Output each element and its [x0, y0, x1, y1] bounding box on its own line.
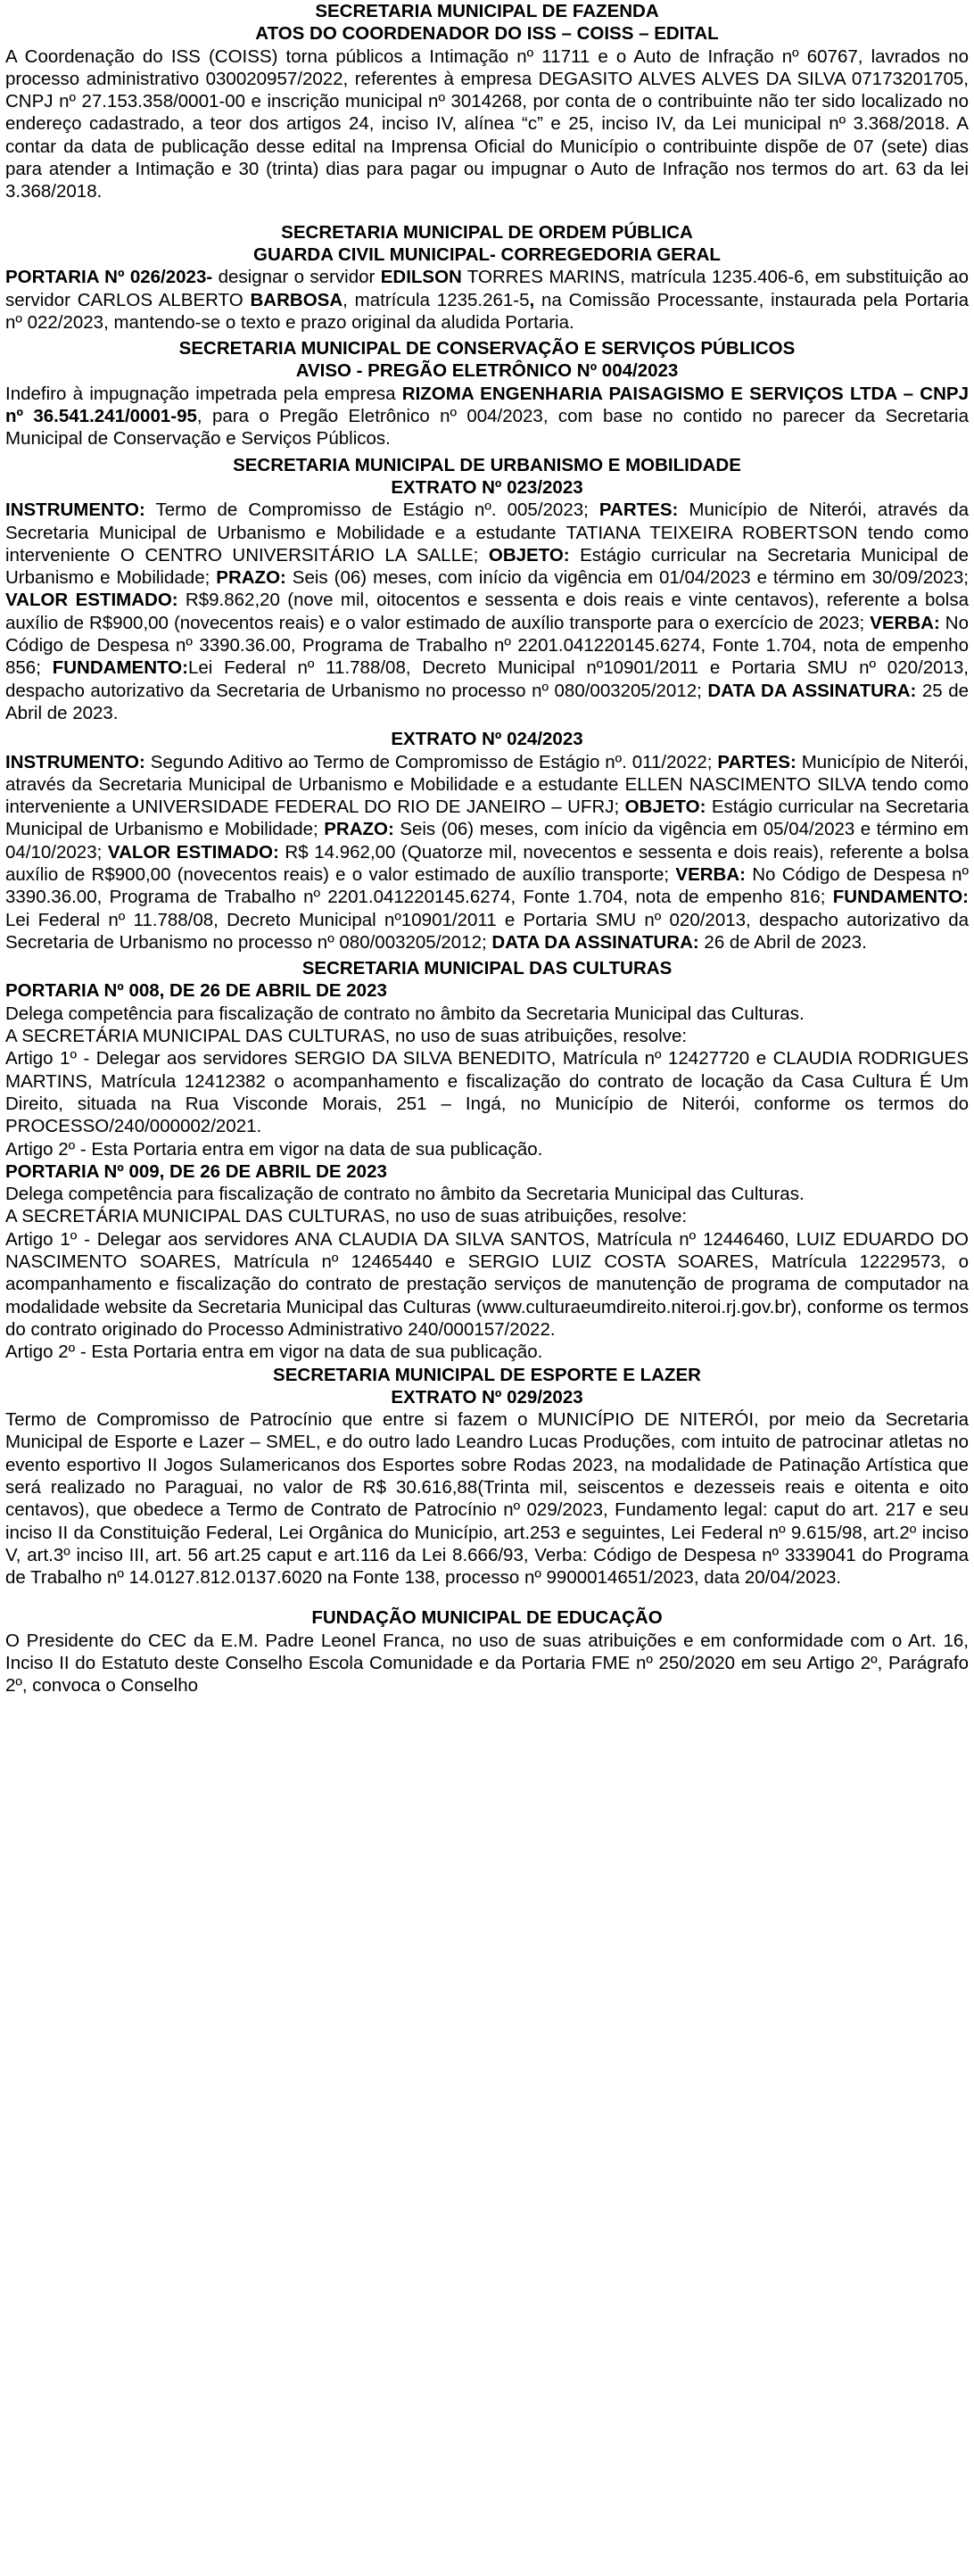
bold-text-run: INSTRUMENTO:	[5, 500, 145, 521]
text-run: No Código de Despesa nº 3390.36.00, Programa de Trabalho nº 2201.041220145.6274, Fonte 1.704, nota de empenho 816;	[5, 863, 970, 908]
text-run: A SECRETÁRIA MUNICIPAL DAS CULTURAS, no uso de suas atribuições, resolve:	[5, 1206, 688, 1227]
text-run: 25 de Abril de 2023.	[5, 680, 970, 723]
text-run: Delega competência para fiscalização de contrato no âmbito da Secretaria Municipal das Culturas.	[5, 1184, 805, 1205]
text-run: Município de Niterói, através da Secretaria Municipal de Urbanismo e Mobilidade e a estudante TATIANA TEIXEIRA ROBERTSON tendo como interveniente O CENTRO UNIVERSITÁRIO LA SALLE;	[5, 500, 969, 566]
bold-text-run: PRAZO:	[324, 819, 394, 840]
cec-paragraph	[5, 1630, 969, 1697]
extrato-023-heading: EXTRATO Nº 023/2023	[391, 476, 583, 498]
text-run: Termo de Compromisso de Estágio nº. 005/2023;	[144, 500, 599, 521]
portaria-026-paragraph	[5, 266, 969, 334]
portaria-009-artigo-1	[5, 1228, 969, 1341]
text-run: Artigo 1º - Delegar aos servidores SERGIO DA SILVA BENEDITO, Matrícula nº 12427720 e CLAUDIA RODRIGUES MARTINS, Matrícula 12412382 o acompanhamento e fiscalização do contrato de locação da Casa Cultura É Um Direito, situada na Rua Visconde Morais, 251 – Ingá, no Município de Niterói, conforme os termos do PROCESSO/240/000002/2021.	[5, 1048, 969, 1137]
extrato-023-paragraph	[5, 499, 969, 724]
text-run: Termo de Compromisso de Patrocínio que entre si fazem o MUNICÍPIO DE NITERÓI, por meio da Secretaria Municipal de Esporte e Lazer – SMEL, e do outro lado Leandro Lucas Produções, com intuito de patrocinar atletas no evento esportivo II Jogos Sulamericanos dos Esportes sobre Rodas 2023, na modalidade de Patinação Artística que será realizado no Paraguai, no valor de R$ 30.616,88(Trinta mil, seiscentos e dezesseis reais e oitenta e oito centavos), que obedece a Termo de Contrato de Patrocínio nº 029/2023, Fundamento legal: caput do art. 217 e seu inciso II da Constituição Federal, Lei Orgânica do Município, art.253 e seguintes, Lei Federal nº 9.615/98, art.2º inciso V, art.3º inciso III, art. 56 art.25 caput e art.116 da Lei 8.666/93, Verba: Código de Despesa nº 3339041 do Programa de Trabalho nº 14.0127.812.0137.6020 na Fonte 138, processo nº 9900014651/2023, data 20/04/2023.	[5, 1409, 969, 1589]
portaria-009-artigo-2	[5, 1341, 969, 1363]
text-run: Delega competência para fiscalização de contrato no âmbito da Secretaria Municipal das Culturas.	[5, 1003, 805, 1024]
text-run: designar o servidor	[212, 267, 381, 288]
text-run: , para o Pregão Eletrônico nº 004/2023, com base no contido no parecer da Secretaria Municipal de Conservação e Serviços Públicos.	[5, 406, 969, 450]
esporte-lazer-heading: SECRETARIA MUNICIPAL DE ESPORTE E LAZER	[273, 1364, 701, 1385]
extrato-024-paragraph	[5, 751, 969, 954]
bold-text-run: DATA DA ASSINATURA:	[491, 931, 699, 953]
text-run: Artigo 2º - Esta Portaria entra em vigor na data de sua publicação.	[5, 1342, 543, 1363]
bold-text-run: BARBOSA	[250, 289, 343, 310]
bold-text-run: VALOR ESTIMADO:	[5, 590, 178, 611]
secretaria-fazenda-heading: SECRETARIA MUNICIPAL DE FAZENDA	[315, 1, 659, 21]
bold-text-run: FUNDAMENTO:	[52, 657, 188, 679]
pregao-indeferimento-paragraph	[5, 383, 969, 450]
text-run: , matrícula 1235.261-5	[343, 289, 530, 310]
bold-text-run: VERBA:	[675, 863, 746, 885]
portaria-008-ementa	[5, 1003, 969, 1025]
bold-text-run: PARTES:	[717, 751, 797, 772]
bold-text-run: PRAZO:	[216, 567, 286, 589]
spacer	[5, 203, 969, 221]
bold-text-run: EDILSON	[380, 267, 462, 288]
portaria-009-title	[5, 1160, 969, 1183]
text-run: A SECRETÁRIA MUNICIPAL DAS CULTURAS, no uso de suas atribuições, resolve:	[5, 1026, 688, 1047]
bold-text-run: ,	[529, 289, 535, 310]
extrato-024-heading: EXTRATO Nº 024/2023	[391, 729, 583, 750]
text-run: Artigo 1º - Delegar aos servidores ANA CLAUDIA DA SILVA SANTOS, Matrícula nº 12446460, LUIZ EDUARDO DO NASCIMENTO SOARES, Matrícula nº 12465440 e SERGIO LUIZ COSTA SOARES, Matrícula 12229573, o acompanhamento e fiscalização do contrato de prestação serviços de manutenção de programa de computador na modalidade website da Secretaria Municipal das Culturas (www.culturaeumdireito.niteroi.rj.gov.br), conforme os termos do contrato originado do Processo Administrativo 240/000157/2022.	[5, 1228, 969, 1340]
fme-heading: FUNDAÇÃO MUNICIPAL DE EDUCAÇÃO	[311, 1607, 663, 1629]
coiss-edital-paragraph	[5, 45, 969, 203]
text-run: R$ 14.962,00 (Quatorze mil, novecentos e sessenta e dois reais), referente a bolsa auxílio de R$900,00 (novecentos reais) e o valor estimado de auxílio transporte;	[5, 841, 969, 885]
text-run: Estágio curricular na Secretaria Municipal de Urbanismo e Mobilidade;	[5, 797, 970, 840]
portaria-008-artigo-1	[5, 1047, 969, 1137]
urbanismo-heading: SECRETARIA MUNICIPAL DE URBANISMO E MOBILIDADE	[233, 454, 741, 475]
text-run: Seis (06) meses, com início da vigência em 01/04/2023 e término em 30/09/2023;	[285, 567, 969, 589]
portaria-009-ementa	[5, 1183, 969, 1205]
text-run: Estágio curricular na Secretaria Municipal de Urbanismo e Mobilidade;	[5, 544, 969, 589]
bold-text-run: RIZOMA ENGENHARIA PAISAGISMO E SERVIÇOS LTDA – CNPJ nº 36.541.241/0001-95	[5, 383, 969, 427]
portaria-008-artigo-2	[5, 1138, 969, 1160]
bold-text-run: VERBA:	[870, 612, 940, 633]
text-run: TORRES MARINS, matrícula 1235.406-6, em substituição ao servidor CARLOS ALBERTO	[5, 267, 969, 310]
ordem-publica-heading: SECRETARIA MUNICIPAL DE ORDEM PÚBLICA	[281, 221, 693, 243]
bold-text-run: PORTARIA Nº 009, DE 26 DE ABRIL DE 2023	[5, 1160, 387, 1182]
text-run: Lei Federal nº 11.788/08, Decreto Municipal nº10901/2011 e Portaria SMU nº 020/2013, despacho autorizativo da Secretaria de Urbanismo no processo nº 080/003205/2012;	[5, 657, 969, 701]
extrato-029-heading: EXTRATO Nº 029/2023	[391, 1386, 583, 1408]
text-run: Artigo 2º - Esta Portaria entra em vigor na data de sua publicação.	[5, 1138, 543, 1160]
text-run: Indefiro à impugnação impetrada pela empresa	[5, 383, 402, 404]
bold-text-run: OBJETO:	[624, 797, 706, 818]
portaria-009-preambulo	[5, 1205, 969, 1227]
text-run: Seis (06) meses, com início da vigência em 05/04/2023 e término em 04/10/2023;	[5, 819, 969, 863]
atos-coiss-heading: ATOS DO COORDENADOR DO ISS – COISS – EDITAL	[255, 23, 719, 45]
bold-text-run: PARTES:	[598, 500, 679, 521]
aviso-pregao-heading: AVISO - PREGÃO ELETRÔNICO Nº 004/2023	[295, 360, 679, 382]
bold-text-run: VALOR ESTIMADO:	[107, 841, 279, 863]
portaria-008-title	[5, 979, 969, 1002]
bold-text-run: OBJETO:	[488, 544, 570, 566]
culturas-heading: SECRETARIA MUNICIPAL DAS CULTURAS	[301, 958, 673, 979]
text-run: Lei Federal nº 11.788/08, Decreto Municipal nº10901/2011 e Portaria SMU nº 020/2013, despacho autorizativo da Secretaria de Urbanismo no processo nº 080/003205/2012;	[5, 909, 969, 953]
text-run: R$9.862,20 (nove mil, oitocentos e sessenta e dois reais e vinte centavos), referente a bolsa auxílio de R$900,00 (novecentos reais) e o valor estimado de auxílio transporte para o exercício de 2023;	[5, 590, 969, 633]
portaria-008-preambulo	[5, 1025, 969, 1047]
text-run: Município de Niterói, através da Secretaria Municipal de Urbanismo e Mobilidade e a estudante ELLEN NASCIMENTO SILVA tendo como interveniente a UNIVERSIDADE FEDERAL DO RIO DE JANEIRO – UFRJ;	[5, 751, 969, 818]
extrato-029-paragraph	[5, 1408, 969, 1589]
bold-text-run: INSTRUMENTO:	[5, 751, 145, 772]
text-run: na Comissão Processante, instaurada pela Portaria nº 022/2023, mantendo-se o texto e prazo original da aludida Portaria.	[5, 289, 969, 333]
bold-text-run: DATA DA ASSINATURA:	[707, 680, 917, 701]
bold-text-run: FUNDAMENTO:	[832, 887, 969, 908]
bold-text-run: PORTARIA Nº 008, DE 26 DE ABRIL DE 2023	[5, 980, 387, 1002]
text-run: O Presidente do CEC da E.M. Padre Leonel Franca, no uso de suas atribuições e em conformidade com o Art. 16, Inciso II do Estatuto deste Conselho Escola Comunidade e da Portaria FME nº 250/2020 em seu Artigo 2º, Parágrafo 2º, convoca o Conselho	[5, 1630, 969, 1697]
guarda-civil-heading: GUARDA CIVIL MUNICIPAL- CORREGEDORIA GERAL	[253, 244, 721, 265]
spacer	[5, 1589, 969, 1606]
conservacao-heading: SECRETARIA MUNICIPAL DE CONSERVAÇÃO E SERVIÇOS PÚBLICOS	[178, 338, 796, 359]
text-run: Segundo Aditivo ao Termo de Compromisso de Estágio nº. 011/2022;	[144, 751, 718, 772]
bold-text-run: PORTARIA Nº 026/2023-	[5, 267, 213, 288]
text-run: 26 de Abril de 2023.	[698, 931, 867, 953]
text-run: No Código de Despesa nº 3390.36.00, Programa de Trabalho nº 2201.041220145.6274, Fonte 1.704, nota de empenho 856;	[5, 612, 969, 679]
text-run: A Coordenação do ISS (COISS) torna públicos a Intimação nº 11711 e o Auto de Infração nº 60767, lavrados no processo administrativo 030020957/2022, referentes à empresa DEGASITO ALVES ALVES DA SILVA 07173201705, CNPJ nº 27.153.358/0001-00 e inscrição municipal nº 3014268, por conta de o contribuinte não ter sido localizado no endereço cadastrado, a teor dos artigos 24, inciso IV, alínea “c” e 25, inciso IV, da Lei municipal nº 3.368/2018. A contar da data de publicação desse edital na Imprensa Oficial do Município o contribuinte dispõe de 07 (sete) dias para atender a Intimação e 30 (trinta) dias para pagar ou impugnar o Auto de Infração nos termos do art. 63 da lei 3.368/2018.	[5, 45, 969, 202]
